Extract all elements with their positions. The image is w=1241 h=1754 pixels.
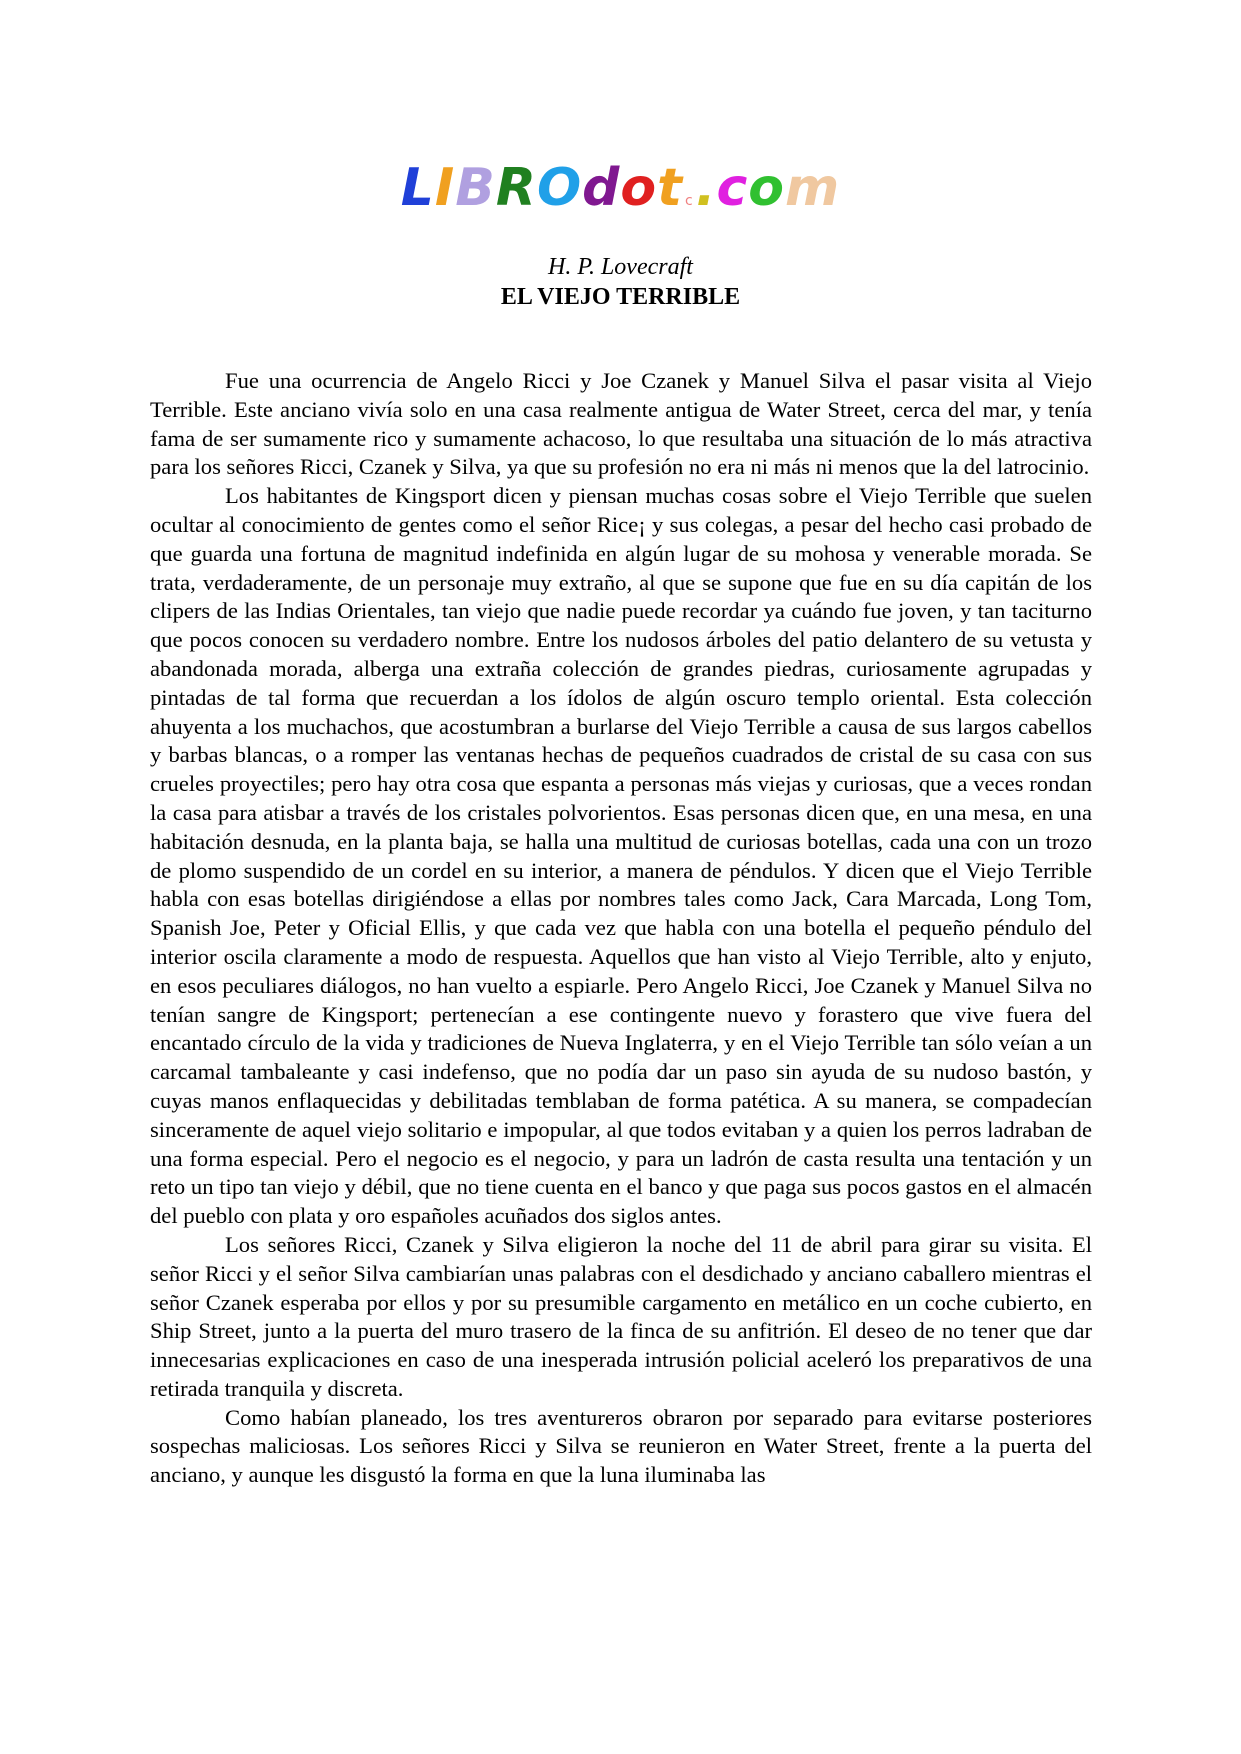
logo-letter: d	[582, 158, 621, 218]
logo-letter: t	[657, 158, 683, 218]
story-body	[150, 367, 1092, 1490]
paragraph: Los habitantes de Kingsport dicen y piensan muchas cosas sobre el Viejo Terrible que suelen ocultar al conocimiento de gentes como el señor Rice¡ y sus colegas, a pesar del hecho casi probado de que guarda una fortuna de magnitud indefinida en algún lugar de su mohosa y venerable morada. Se trata, verdaderamente, de un personaje muy extraño, al que se supone que fue en su día capitán de los clipers de las Indias Orientales, tan viejo que nadie puede recordar ya cuándo fue joven, y tan taciturno que pocos conocen su verdadero nombre. Entre los nudosos árboles del patio delantero de su vetusta y abandonada morada, alberga una extraña colección de grandes piedras, curiosamente agrupadas y pintadas de tal forma que recuerdan a los ídolos de algún oscuro templo oriental. Esta colección ahuyenta a los muchachos, que acostumbran a burlarse del Viejo Terrible a causa de sus largos cabellos y barbas blancas, o a romper las ventanas hechas de pequeños cuadrados de cristal de su casa con sus crueles proyectiles; pero hay otra cosa que espanta a personas más viejas y curiosas, que a veces rondan la casa para atisbar a través de los cristales polvorientos. Esas personas dicen que, en una mesa, en una habitación desnuda, en la planta baja, se halla una multitud de curiosas botellas, cada una con un trozo de plomo suspendido de un cordel en su interior, a manera de péndulos. Y dicen que el Viejo Terrible habla con esas botellas dirigiéndose a ellas por nombres tales como Jack, Cara Marcada, Long Tom, Spanish Joe, Peter y Oficial Ellis, y que cada vez que habla con una botella el pequeño péndulo del interior oscila claramente a modo de respuesta. Aquellos que han visto al Viejo Terrible, alto y enjuto, en esos peculiares diálogos, no han vuelto a espiarle. Pero Angelo Ricci, Joe Czanek y Manuel Silva no tenían sangre de Kingsport; pertenecían a ese contingente nuevo y forastero que vive fuera del encantado círculo de la vida y tradiciones de Nueva Inglaterra, y en el Viejo Terrible tan sólo veían a un carcamal tambaleante y casi indefenso, que no podía dar un paso sin ayuda de su nudoso bastón, y cuyas manos enflaquecidas y debilitadas temblaban de forma patética. A su manera, se compadecían sinceramente de aquel viejo solitario e impopular, al que todos evitaban y a quien los perros ladraban de una forma especial. Pero el negocio es el negocio, y para un ladrón de casta resulta una tentación y un reto un tipo tan viejo y débil, que no tiene cuenta en el banco y que paga sus pocos gastos en el almacén del pueblo con plata y oro españoles acuñados dos siglos antes.	[150, 483, 1092, 1229]
logo-letter: m	[785, 158, 841, 218]
logo-letter: .	[695, 158, 717, 218]
paragraph: Como habían planeado, los tres aventureros obraron por separado para evitarse posteriores sospechas maliciosas. Los señores Ricci y Silva se reunieron en Water Street, frente a la puerta del anciano, y aunque les disgustó la forma en que la luna iluminaba las	[150, 1404, 1092, 1488]
logo-letter: o	[748, 158, 786, 218]
logo-letter: R	[495, 158, 537, 218]
logo-letter: L	[400, 158, 435, 218]
logo-letter: I	[434, 158, 456, 218]
logo-letter: c	[716, 158, 749, 218]
logo-letter: B	[455, 158, 496, 218]
logo-letter: O	[536, 158, 583, 218]
logo-letter: c	[685, 193, 694, 209]
author-name: H. P. Lovecraft	[548, 254, 693, 280]
logo-letter: o	[620, 158, 658, 218]
paragraph: Los señores Ricci, Czanek y Silva eligieron la noche del 11 de abril para girar su visita. El señor Ricci y el señor Silva cambiarían unas palabras con el desdichado y anciano caballero mientras el señor Czanek esperaba por ellos y por su presumible cargamento en metálico en un coche cubierto, en Ship Street, junto a la puerta del muro trasero de la finca de su anfitrión. El deseo de no tener que dar innecesarias explicaciones en caso de una inesperada intrusión policial aceleró los preparativos de una retirada tranquila y discreta.	[150, 1231, 1092, 1401]
paragraph: Fue una ocurrencia de Angelo Ricci y Joe Czanek y Manuel Silva el pasar visita al Viejo Terrible. Este anciano vivía solo en una casa realmente antigua de Water Street, cerca del mar, y tenía fama de ser sumamente rico y sumamente achacoso, lo que resultaba una situación de lo más atractiva para los señores Ricci, Czanek y Silva, ya que su profesión no era ni más ni menos que la del latrocinio.	[150, 368, 1092, 480]
story-title: EL VIEJO TERRIBLE	[500, 284, 741, 310]
librodot-logo	[0, 158, 1241, 231]
